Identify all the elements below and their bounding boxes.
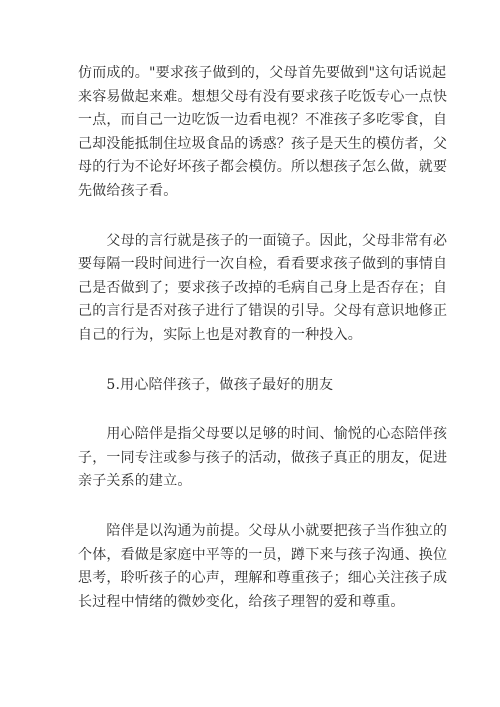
text-line: 仿而成的。"要求孩子做到的，父母首先要做到"这句话说起 — [78, 65, 447, 81]
text-line: 自己的行为，实际上也是对教育的一种投入。 — [78, 326, 362, 343]
paragraph-communication — [78, 520, 448, 614]
text-line: 来容易做起来难。想想父母有没有要求孩子吃饭专心一点快 — [78, 88, 448, 105]
text-line: 父母的言行就是孩子的一面镜子。因此，父母非常有必 — [78, 232, 448, 249]
paragraph-imitation — [78, 62, 448, 204]
section-heading — [78, 374, 431, 398]
text-line: 己的言行是否对孩子进行了错误的引导。父母有意识地修正 — [78, 303, 448, 320]
text-line: 陪伴是以沟通为前提。父母从小就要把孩子当作独立的 — [78, 522, 448, 539]
paragraph-spacer — [78, 348, 431, 374]
text-line: 己却没能抵制住垃圾食品的诱惑？孩子是天生的模仿者，父 — [78, 135, 448, 152]
paragraph-spacer — [78, 397, 431, 423]
text-line: 要每隔一段时间进行一次自检，看看要求孩子做到的事情自 — [78, 256, 448, 273]
text-line: 长过程中情绪的微妙变化，给孩子理智的爱和尊重。 — [78, 593, 405, 610]
paragraph-mirror — [78, 230, 448, 348]
text-line: 子，一同专注或参与孩子的活动，做孩子真正的朋友，促进 — [78, 449, 448, 466]
document-page — [78, 62, 448, 614]
text-line: 用心陪伴是指父母要以足够的时间、愉悦的心态陪伴孩 — [78, 426, 448, 443]
text-line: 亲子关系的建立。 — [78, 473, 192, 490]
paragraph-spacer — [78, 494, 431, 520]
text-line: 思考，聆听孩子的心声，理解和尊重孩子；细心关注孩子成 — [78, 570, 448, 587]
paragraph-spacer — [78, 204, 431, 230]
text-line: 先做给孩子看。 — [78, 182, 178, 199]
text-line: 母的行为不论好坏孩子都会模仿。所以想孩子怎么做，就要 — [78, 159, 448, 176]
text-line: 己是否做到了；要求孩子改掉的毛病自己身上是否存在；自 — [78, 279, 448, 296]
heading-line: 5.用心陪伴孩子，做孩子最好的朋友 — [78, 376, 334, 393]
text-line: 个体，看做是家庭中平等的一员，蹲下来与孩子沟通、换位 — [78, 546, 448, 563]
text-line: 一点，而自己一边吃饭一边看电视？不准孩子多吃零食，自 — [78, 112, 448, 129]
paragraph-companionship — [78, 423, 448, 494]
